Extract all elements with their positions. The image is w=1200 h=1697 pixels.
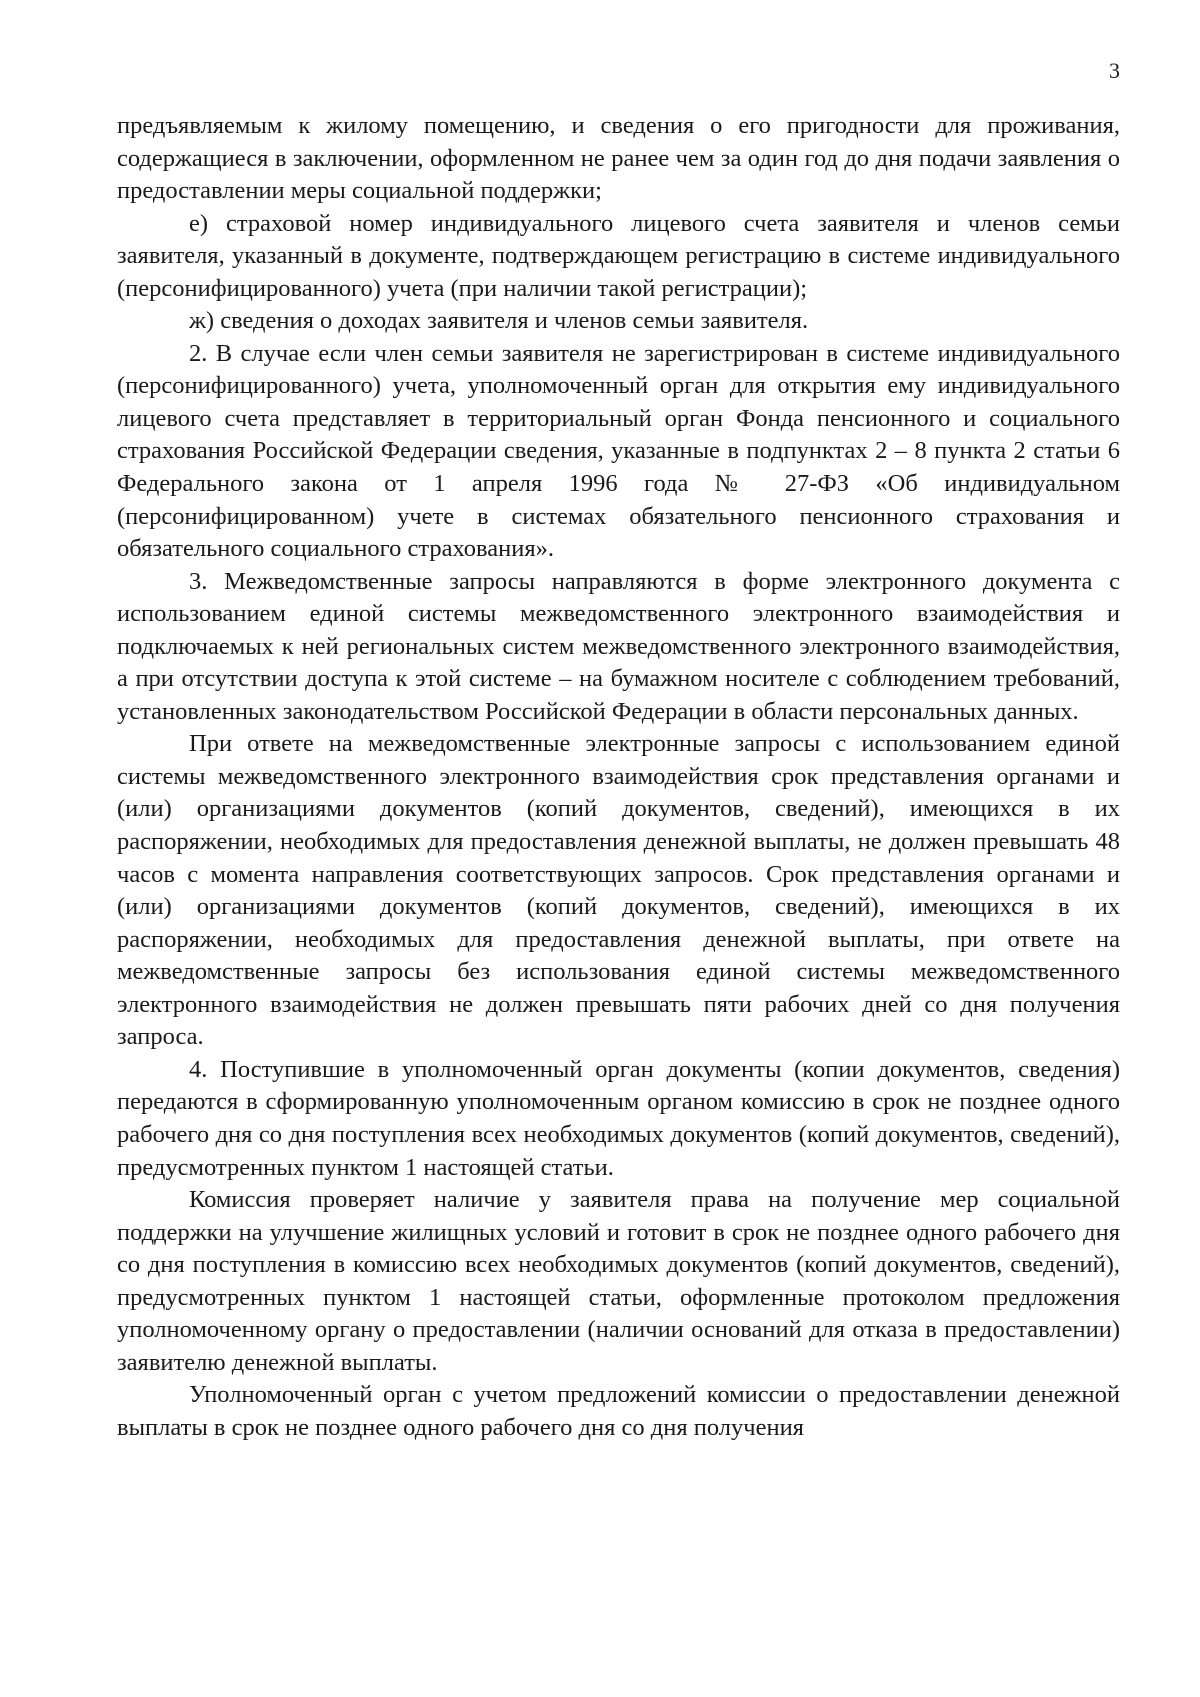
document-body [117, 110, 1120, 1444]
paragraph-item-zh: ж) сведения о доходах заявителя и членов семьи заявителя. [189, 307, 809, 335]
paragraph-commission: Комиссия проверяет наличие у заявителя права на получение мер социальной поддержки на улучшение жилищных условий и готовит в срок не позднее одного рабочего дня со дня поступления в комиссию всех необходимых документов (копий документов, сведений), предусмотренных пунктом 1 настоящей статьи, оформленные протоколом предложения уполномоченному органу о предоставлении (наличии оснований для отказа в предоставлении) заявителю денежной выплаты. [117, 1186, 1120, 1376]
paragraph-clause-2: 2. В случае если член семьи заявителя не зарегистрирован в системе индивидуального (персонифицированного) учета, уполномоченный орган для открытия ему индивидуального лицевого счета представляет в территориальный орган Фонда пенсионного и социального страхования Российской Федерации сведения, указанные в подпунктах 2 – 8 пункта 2 статьи 6 Федерального закона от 1 апреля 1996 года № 27-ФЗ «Об индивидуальном (персонифицированном) учете в системах обязательного пенсионного страхования и обязательного социального страхования». [117, 339, 1120, 563]
paragraph-clause-3: 3. Межведомственные запросы направляются в форме электронного документа с использованием единой системы межведомственного электронного взаимодействия и подключаемых к ней региональных систем межведомственного электронного взаимодействия, а при отсутствии доступа к этой системе – на бумажном носителе с соблюдением требований, установленных законодательством Российской Федерации в области персональных данных. [117, 567, 1120, 725]
paragraph-item-e: е) страховой номер индивидуального лицевого счета заявителя и членов семьи заявителя, указанный в документе, подтверждающем регистрацию в системе индивидуального (персонифицированного) учета (при наличии такой регистрации); [117, 209, 1120, 302]
paragraph-clause-4: 4. Поступившие в уполномоченный орган документы (копии документов, сведения) передаются в сформированную уполномоченным органом комиссию в срок не позднее одного рабочего дня со дня поступления всех необходимых документов (копий документов, сведений), предусмотренных пунктом 1 настоящей статьи. [117, 1055, 1120, 1181]
paragraph-authorized-body: Уполномоченный орган с учетом предложений комиссии о предоставлении денежной выплаты в срок не позднее одного рабочего дня со дня получения [117, 1381, 1120, 1441]
paragraph-continuation: предъявляемым к жилому помещению, и сведения о его пригодности для проживания, содержащиеся в заключении, оформленном не ранее чем за один год до дня подачи заявления о предоставлении меры социальной поддержки; [117, 112, 1120, 205]
page-number: 3 [1109, 58, 1120, 83]
paragraph-response-timing: При ответе на межведомственные электронные запросы с использованием единой системы межведомственного электронного взаимодействия срок представления органами и (или) организациями документов (копий документов, сведений), имеющихся в их распоряжении, необходимых для предоставления денежной выплаты, не должен превышать 48 часов с момента направления соответствующих запросов. Срок представления органами и (или) организациями документов (копий документов, сведений), имеющихся в их распоряжении, необходимых для предоставления денежной выплаты, при ответе на межведомственные запросы без использования единой системы межведомственного электронного взаимодействия не должен превышать пяти рабочих дней со дня получения запроса. [117, 730, 1120, 1051]
